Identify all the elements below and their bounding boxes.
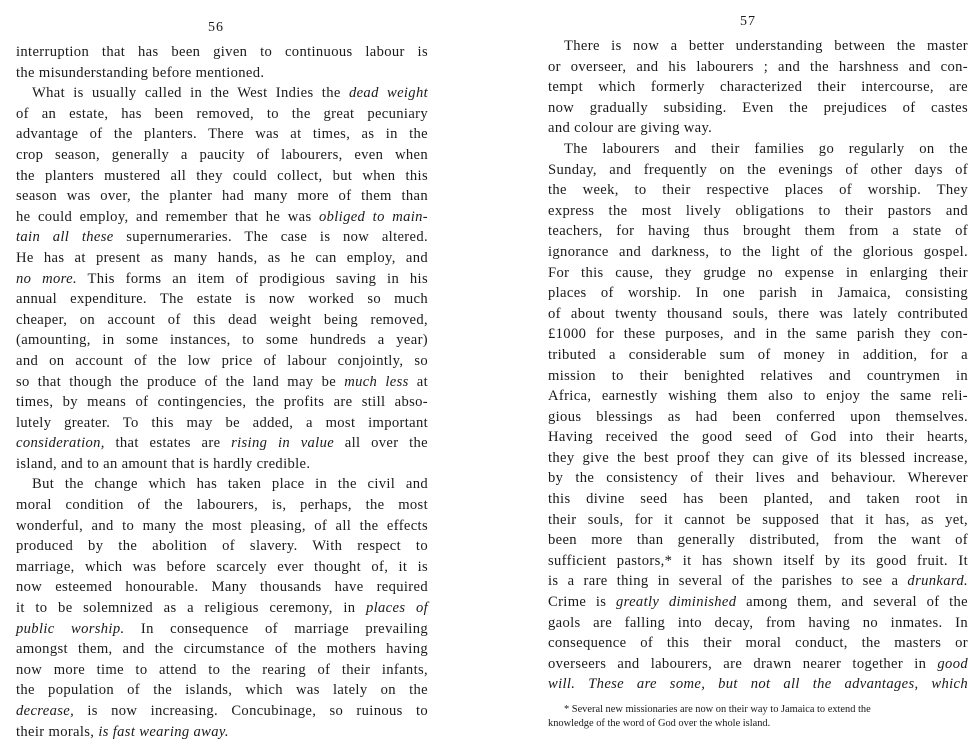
page-body: [16, 42, 428, 742]
text-run: is a rare thing in several of the parishes to see a: [548, 573, 908, 590]
text-line: [16, 207, 428, 228]
italic-run: drunkard.: [907, 573, 968, 590]
text-line: [16, 701, 428, 722]
text-line: Africa, earnestly wishing them also to enjoy the same reli-: [548, 388, 968, 405]
page-body: [548, 36, 968, 695]
italic-run: greatly diminished: [615, 594, 737, 611]
text-line: ignorance and darkness, to the light of the glorious gospel.: [548, 243, 968, 260]
text-line: [548, 592, 968, 613]
text-line: the population of the islands, which was lately on the: [16, 682, 428, 699]
footnote: [548, 703, 968, 731]
text-line: now more time to attend to the rearing of their infants,: [16, 661, 428, 678]
italic-run: good: [937, 655, 968, 672]
text-line: the planters mustered all they could collect, but when this: [16, 167, 428, 184]
text-line: mission to their benighted relatives and countrymen in: [548, 367, 968, 384]
text-line: [16, 83, 428, 104]
text-line: this divine seed has been planted, and taken root in: [548, 491, 968, 508]
text-run: he could employ, and remember that he was: [16, 208, 319, 225]
text-line: sufficient pastors,* it has shown itself by its good fruit. It: [548, 552, 968, 569]
text-line: cheaper, on account of this dead weight being removed,: [16, 311, 428, 328]
page-number: 56: [208, 20, 224, 35]
page-number: 57: [740, 14, 756, 29]
text-line: [548, 654, 968, 675]
text-line: £1000 for these purposes, and in the same parish they con-: [548, 326, 968, 343]
left-page: [0, 0, 490, 740]
text-line: consequence of this their moral conduct, the masters or: [548, 635, 968, 652]
text-line: or overseer, and his labourers ; and the harshness and con-: [548, 58, 968, 75]
text-line: [16, 227, 428, 248]
text-line: times, by means of contingencies, the profits are still abso-: [16, 394, 428, 411]
text-line: [16, 722, 428, 742]
text-line: [548, 674, 968, 695]
text-line: advantage of the planters. There was at times, as in the: [16, 126, 428, 143]
text-line: now esteemed honourable. Many thousands have required: [16, 579, 428, 596]
text-line: [16, 433, 428, 454]
text-line: express the most lively obligations to their pastors and: [548, 202, 968, 219]
text-line: He has at present as many hands, as he can employ, and: [16, 249, 428, 266]
italic-run: rising in value: [231, 435, 335, 452]
text-line: crop season, generally a paucity of labourers, even when: [16, 146, 428, 163]
italic-run: will. These are some, but not all the advantages, which: [548, 676, 968, 693]
text-run: that estates are: [104, 435, 232, 452]
text-line: their souls, for it cannot be supposed that it has, as yet,: [548, 511, 968, 528]
text-line: [16, 372, 428, 393]
text-run: overseers and labourers, are drawn nearer together in: [548, 655, 938, 672]
text-line: Having received the good seed of God into their hearts,: [548, 429, 968, 446]
text-line: gious blessings as had been conferred upon themselves.: [548, 408, 968, 425]
text-line: [548, 571, 968, 592]
text-line: season was over, the planter had many more of them than: [16, 188, 428, 205]
text-run: What is usually called in the West Indies the: [32, 85, 349, 102]
text-run: This forms an item of prodigious saving in his: [76, 270, 428, 287]
text-run: Crime is: [548, 594, 616, 611]
text-line: [16, 619, 428, 640]
text-line: But the change which has taken place in the civil and: [32, 476, 428, 493]
italic-run: obliged to main-: [318, 208, 428, 225]
text-line: the week, to their respective places of worship. They: [548, 182, 968, 199]
text-line: island, and to an amount that is hardly credible.: [16, 455, 311, 472]
text-line: There is now a better understanding between the master: [564, 38, 968, 54]
text-run: In consequence of marriage prevailing: [124, 620, 428, 637]
text-line: they give the best proof they can give of its blessed increase,: [548, 449, 968, 466]
footnote-line: * Several new missionaries are now on their way to Jamaica to extend the: [564, 704, 871, 715]
text-line: (amounting, in some instances, to some hundreds a year): [16, 332, 428, 349]
text-line: interruption that has been given to continuous labour is: [16, 44, 428, 60]
text-run: it to be solemnized as a religious ceremony, in: [16, 600, 366, 617]
text-run: so that though the produce of the land may be: [16, 373, 345, 390]
italic-run: decrease,: [16, 703, 75, 719]
text-line: teachers, for having thus brought them from a state of: [548, 223, 968, 240]
italic-run: no more.: [16, 270, 77, 287]
text-run: at: [408, 373, 428, 390]
italic-run: consideration,: [16, 435, 105, 452]
text-line: The labourers and their families go regularly on the: [564, 140, 968, 157]
text-line: annual expenditure. The estate is now worked so much: [16, 291, 428, 308]
text-line: lutely greater. To this may be added, a most important: [16, 414, 428, 431]
text-line: tempt which formerly characterized their intercourse, are: [548, 79, 968, 96]
text-line: wonderful, and to many the most pleasing, of all the effects: [16, 517, 428, 534]
right-page: [490, 0, 980, 729]
italic-run: much less: [344, 373, 409, 390]
text-line: of about twenty thousand souls, there was lately contributed: [548, 305, 968, 322]
text-run: supernumeraries. The case is now altered.: [113, 229, 428, 246]
text-line: [16, 269, 428, 290]
footnote-line: knowledge of the word of God over the whole island.: [548, 718, 771, 729]
text-line: by the consistency of their lives and behaviour. Wherever: [548, 470, 968, 487]
text-run: is now increasing. Concubinage, so ruinous to: [74, 703, 428, 719]
text-line: amongst them, and the circumstance of the mothers having: [16, 641, 428, 658]
italic-run: tain all these: [16, 229, 114, 246]
italic-run: is fast wearing away.: [98, 723, 229, 740]
text-line: moral condition of the labourers, is, perhaps, the most: [16, 497, 428, 514]
text-run: their morals,: [16, 723, 99, 740]
text-line: been more than generally distributed, from the want of: [548, 532, 968, 549]
italic-run: places of: [365, 600, 428, 617]
italic-run: dead weight: [348, 85, 429, 102]
text-line: marriage, which was before scarcely ever thought of, it is: [16, 558, 428, 575]
text-line: For this cause, they grudge no expense in enlarging their: [548, 264, 968, 281]
text-line: Sunday, and frequently on the evenings of other days of: [548, 161, 968, 178]
text-run: among them, and several of the: [736, 594, 968, 611]
text-line: of an estate, has been removed, to the great pecuniary: [16, 105, 428, 122]
text-run: all over the: [334, 435, 428, 452]
text-line: places of worship. In one parish in Jamaica, consisting: [548, 285, 968, 302]
text-line: gaols are falling into decay, from having no inmates. In: [548, 614, 968, 631]
text-line: tributed a considerable sum of money in addition, for a: [548, 346, 968, 363]
text-line: now gradually subsiding. Even the prejudices of castes: [548, 99, 968, 116]
text-line: the misunderstanding before mentioned.: [16, 64, 265, 81]
italic-run: public worship.: [16, 620, 125, 637]
text-line: produced by the abolition of slavery. With respect to: [16, 538, 428, 555]
text-line: and on account of the low price of labour conjointly, so: [16, 352, 428, 369]
text-line: [16, 598, 428, 619]
text-line: and colour are giving way.: [548, 120, 713, 137]
